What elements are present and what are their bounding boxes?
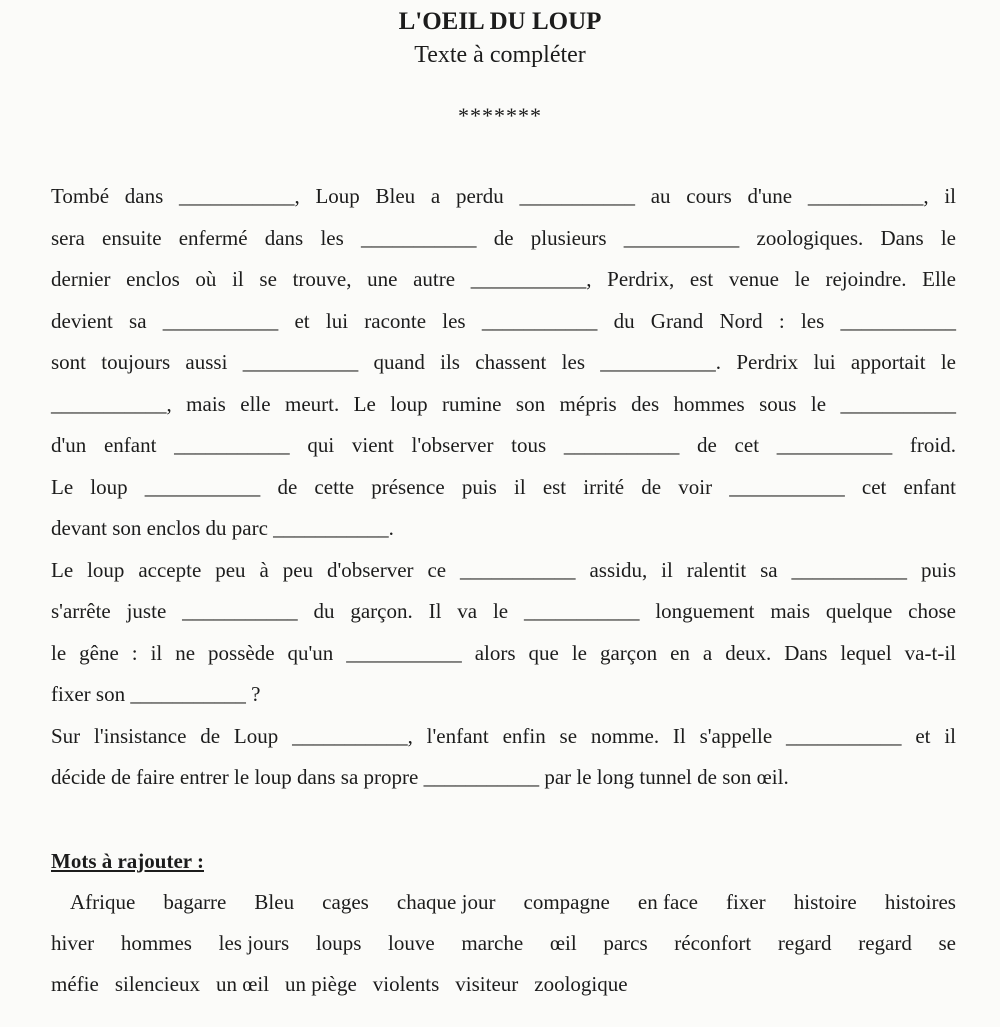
word-bank-word: réconfort (674, 931, 752, 955)
word-bank-word: loups (315, 931, 362, 955)
word-bank-word: histoire (793, 890, 857, 914)
text-line-12: le gêne : il ne possède qu'un ___________ alors que le garçon en a deux. Dans lequel va-t-il (51, 641, 956, 665)
text-line-15: décide de faire entrer le loup dans sa propre ___________ par le long tunnel de son œil. (51, 765, 789, 789)
word-bank-word: les jours (218, 931, 290, 955)
word-bank-word: louve (388, 931, 435, 955)
text-line-8: Le loup ___________ de cette présence puis il est irrité de voir ___________ cet enfant (51, 475, 956, 499)
word-bank-word: fixer (726, 890, 766, 914)
word-bank-word: chaque jour (396, 890, 496, 914)
word-bank-row-2 (51, 930, 956, 956)
word-bank-word: visiteur (455, 972, 519, 996)
word-bank-row-3 (51, 971, 956, 997)
text-line-6: ___________, mais elle meurt. Le loup rumine son mépris des hommes sous le ___________ (51, 392, 956, 416)
word-bank-word: un piège (285, 972, 357, 996)
word-bank-row-1 (70, 889, 956, 915)
word-bank-word: marche (461, 931, 524, 955)
word-bank-word: Afrique (70, 890, 136, 914)
word-bank-word: histoires (884, 890, 956, 914)
page-subtitle: Texte à compléter (414, 42, 586, 68)
word-bank-word: Bleu (254, 890, 295, 914)
word-bank-word: regard (777, 931, 832, 955)
page-title: L'OEIL DU LOUP (398, 8, 602, 35)
word-bank-word: un œil (215, 972, 270, 996)
word-bank-word: violents (372, 972, 440, 996)
text-line-4: devient sa ___________ et lui raconte les ___________ du Grand Nord : les ___________ (51, 309, 956, 333)
word-bank-word: méfie (51, 972, 99, 996)
text-line-14: Sur l'insistance de Loup ___________, l'enfant enfin se nomme. Il s'appelle ___________ et il (51, 724, 956, 748)
word-bank-word: hommes (120, 931, 192, 955)
separator-stars: ******* (458, 103, 542, 128)
word-bank-word: parcs (603, 931, 648, 955)
word-bank-word: cages (322, 890, 369, 914)
word-bank-word: se (938, 931, 956, 955)
text-line-10: Le loup accepte peu à peu d'observer ce ___________ assidu, il ralentit sa ___________ puis (51, 558, 956, 582)
word-bank-word: regard (858, 931, 912, 955)
text-line-9: devant son enclos du parc ___________. (51, 516, 394, 540)
text-line-13: fixer son ___________ ? (51, 682, 261, 706)
word-bank-word: œil (549, 931, 577, 955)
text-line-3: dernier enclos où il se trouve, une autre ___________, Perdrix, est venue le rejoindre. Elle (51, 267, 956, 291)
word-bank-word: silencieux (114, 972, 200, 996)
text-line-5: sont toujours aussi ___________ quand ils chassent les ___________. Perdrix lui apportait le (51, 350, 956, 374)
word-bank-word: hiver (51, 931, 95, 955)
word-bank-word: compagne (523, 890, 610, 914)
word-bank-heading: Mots à rajouter : (51, 849, 204, 873)
word-bank-word: bagarre (163, 890, 227, 914)
text-line-7: d'un enfant ___________ qui vient l'observer tous ___________ de cet ___________ froid. (51, 433, 956, 457)
text-line-11: s'arrête juste ___________ du garçon. Il va le ___________ longuement mais quelque chose (51, 599, 956, 623)
word-bank-word: en face (637, 890, 698, 914)
text-line-2: sera ensuite enfermé dans les ___________ de plusieurs ___________ zoologiques. Dans le (51, 226, 956, 250)
word-bank-word: zoologique (534, 972, 628, 996)
text-line-1: Tombé dans ___________, Loup Bleu a perdu ___________ au cours d'une ___________, il (51, 184, 956, 208)
